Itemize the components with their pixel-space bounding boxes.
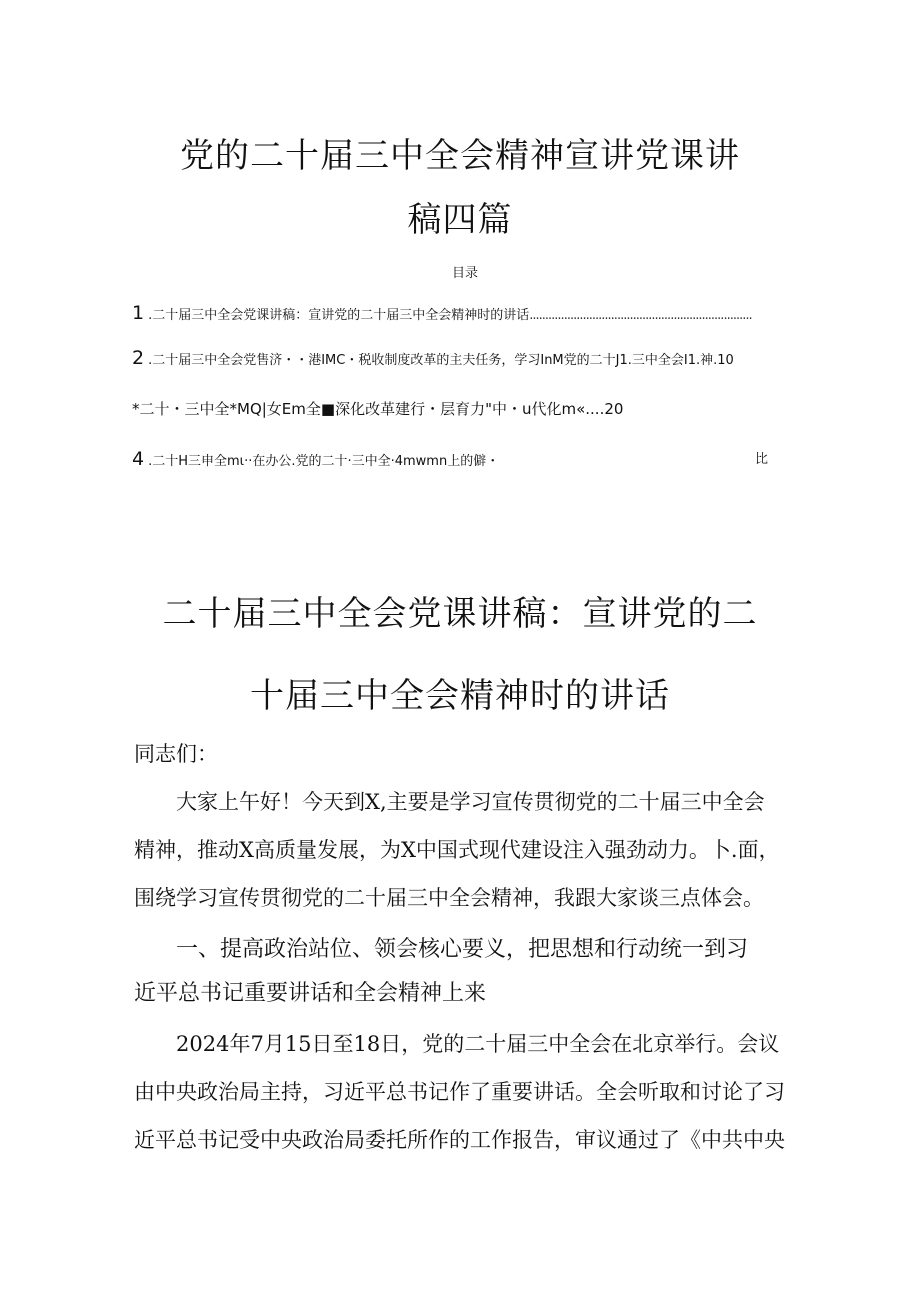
toc-entry-2[interactable]	[132, 347, 772, 369]
section-1-heading-line-2: 近平总书记重要讲话和全会精神上来	[134, 981, 487, 1006]
article-title-line-1: 二十届三中全会党课讲稿：宣讲党的二	[162, 594, 758, 634]
paragraph-2-line-1: 2024年7月15日至18日，党的二十届三中全会在北京举行。会议	[176, 1032, 780, 1056]
toc-entry-number: 4	[132, 448, 145, 470]
paragraph-2-line-3: 近平总书记受中央政治局委托所作的工作报告，审议通过了《中共中央	[134, 1128, 785, 1152]
paragraph-2-line-2: 由中央政治局主持，习近平总书记作了重要讲话。全会听取和讨论了习	[134, 1080, 785, 1104]
article-title-line-2: 十届三中全会精神时的讲话	[250, 676, 670, 716]
document-title-line-2: 稿四篇	[407, 200, 513, 240]
toc-entry-number: 2	[132, 347, 145, 369]
paragraph-1-line-2: 精神，推动X高质量发展，为X中国式现代建设注入强劲动力。卜.面，	[134, 838, 780, 862]
paragraph-1-line-1: 大家上午好！今天到X,主要是学习宣传贯彻党的二十届三中全会	[176, 790, 765, 814]
toc-entry-page: 比	[754, 452, 768, 467]
toc-entry-text: .二十届三中全会党课讲稿：宣讲党的二十届三中全会精神时的讲话	[148, 308, 530, 323]
toc-heading: 目录	[451, 266, 478, 281]
toc-entry-1[interactable]	[132, 302, 772, 324]
toc-entry-number: 1	[132, 302, 145, 324]
toc-entry-leader: .......................................................................	[529, 308, 752, 323]
toc-entry-3[interactable]	[132, 398, 772, 419]
toc-entry-text: .二十届三中全会党售济・・港IMC・税收制度改革的主夫任务，学习InM党的二十J1.三中全会I1.神.10	[148, 353, 734, 368]
salutation: 同志们：	[134, 742, 218, 766]
toc-entry-4[interactable]	[132, 448, 772, 470]
paragraph-1-line-3: 围绕学习宣传贯彻党的二十届三中全会精神，我跟大家谈三点体会。	[134, 886, 764, 910]
section-1-heading-line-1: 一、提高政治站位、领会核心要义，把思想和行动统一到习	[176, 937, 749, 962]
toc-entry-text: *二十・三中全*MQ|女Em全■深化改革建行・层育力"中・u代化m«....20	[132, 400, 624, 418]
document-title-line-1: 党的二十届三中全会精神宣讲党课讲	[180, 136, 740, 176]
toc-entry-text: .二十H三申全mι··在办公.党的二十·三中全·4mwmn上的僻・	[148, 454, 500, 469]
